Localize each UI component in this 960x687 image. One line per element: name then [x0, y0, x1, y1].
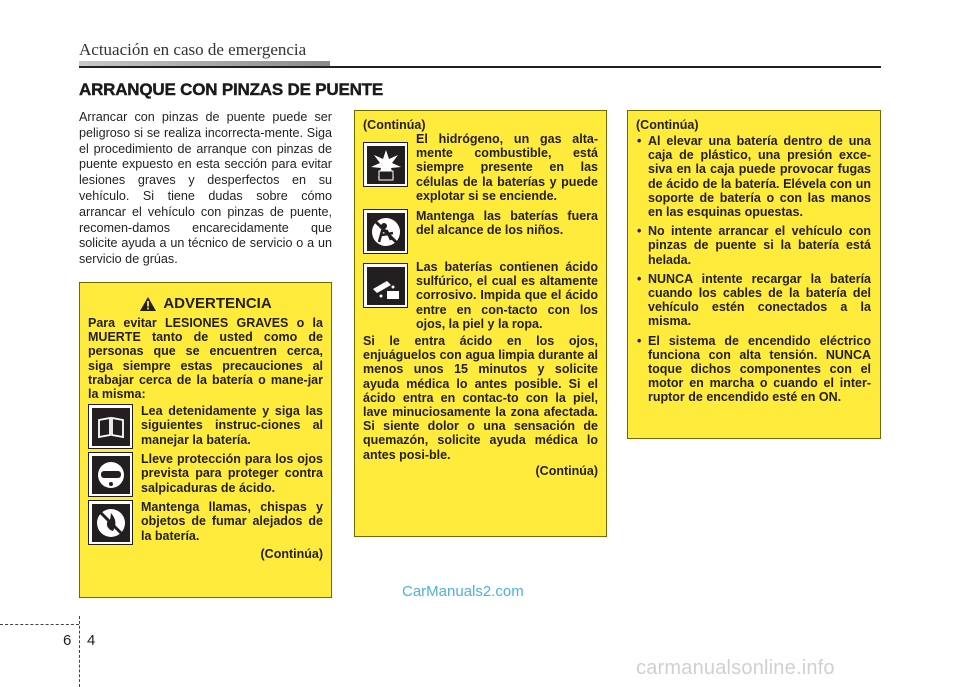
continues-label: (Continúa): [535, 463, 598, 478]
list-item: • NUNCA intente recargar la batería cuando los cables de la batería del vehículo estén conectados a la misma.: [636, 272, 871, 329]
explosion-icon: [363, 142, 408, 187]
middle-item-text: Las baterías contienen ácido sulfúrico, el cual es altamente corrosivo. Impida que el ácido entre en con-tacto con los ojos, la piel y la ropa.: [416, 260, 598, 331]
intro-paragraph: Arrancar con pinzas de puente puede ser peligroso si se realiza incorrecta-mente. Siga el procedimiento de arranque con pinzas de puente expuesto en esta sección para evitar lesiones graves y desperfectos en su vehículo. Si tiene dudas sobre cómo arrancar el vehículo con pinzas de puente, recomen-damos encarecidamente que solicite ayuda a un técnico de servicio o a un servicio de grúas.: [79, 110, 332, 267]
page-header-title: Actuación en caso de emergencia: [79, 40, 307, 59]
watermark-link[interactable]: CarManuals2.com: [402, 583, 524, 600]
keep-away-children-icon: [363, 209, 408, 254]
footer-divider: [79, 616, 80, 687]
watermark-site: carmanualsonline.info: [636, 657, 835, 679]
first-aid-paragraph: Si le entra ácido en los ojos, enjuáguelos con agua limpia durante al menos unos 15 minutos y solicite ayuda médica lo antes posible. Si el ácido entra en contac-to con la piel, lave minuciosamente la zona afectada. Si siente dolor o una sensación de quemazón, solicite ayuda médica lo antes posi-ble.: [363, 334, 598, 462]
warning-item-text: Mantenga llamas, chispas y objetos de fumar alejados de la batería.: [141, 500, 323, 543]
list-item: • El sistema de encendido eléctrico funciona con alta tensión. NUNCA toque dichos componentes con el motor en marcha o cuando el inter-ruptor de encendido esté en ON.: [636, 334, 871, 405]
header-rule: [79, 66, 881, 68]
precaution-list: [636, 134, 871, 405]
page-number: 4: [87, 632, 96, 649]
chapter-number: 6: [63, 632, 72, 649]
middle-item-text: El hidrógeno, un gas alta-mente combustible, está siempre presente en las células de la baterías y puede explotar si se enciende.: [416, 132, 598, 203]
list-item: • No intente arrancar el vehículo con pinzas de puente si la batería está helada.: [636, 224, 871, 267]
warning-item: [88, 404, 323, 449]
warning-item-text: Lleve protección para los ojos prevista para proteger contra salpicaduras de ácido.: [141, 452, 323, 495]
warning-heading-label: ADVERTENCIA: [163, 295, 272, 312]
footer-rule: [0, 624, 79, 625]
middle-item: [363, 132, 598, 203]
warning-box: [79, 282, 332, 598]
corrosive-acid-icon: [363, 263, 408, 308]
warning-triangle-icon: [139, 296, 157, 312]
middle-item-text: Mantenga las baterías fuera del alcance de los niños.: [416, 209, 598, 238]
eye-protection-icon: [88, 452, 133, 497]
warning-item: [88, 452, 323, 497]
continues-label: (Continúa): [260, 547, 323, 562]
right-warning-box: [627, 110, 881, 439]
warning-item: [88, 500, 323, 545]
list-item: • Al elevar una batería dentro de una caja de plástico, una presión exce-siva en la caja puede provocar fugas de ácido de la batería. Elévela con un soporte de batería o con las manos en las esquinas opuestas.: [636, 134, 871, 219]
warning-item-text: Lea detenidamente y siga las siguientes instruc-ciones al manejar la batería.: [141, 404, 323, 447]
warning-heading: [88, 295, 323, 312]
continued-label: (Continúa): [363, 118, 426, 132]
middle-item: [363, 260, 598, 331]
section-title: ARRANQUE CON PINZAS DE PUENTE: [79, 80, 384, 99]
middle-warning-box: [354, 110, 607, 537]
warning-lead: Para evitar LESIONES GRAVES o la MUERTE tanto de usted como de personas que se encuentren cerca, siga siempre estas precauciones al trabajar cerca de la batería o mane-jar la misma:: [88, 316, 323, 402]
no-flames-icon: [88, 500, 133, 545]
manual-book-icon: [88, 404, 133, 449]
continued-label: (Continúa): [636, 118, 699, 132]
middle-item: [363, 209, 598, 254]
